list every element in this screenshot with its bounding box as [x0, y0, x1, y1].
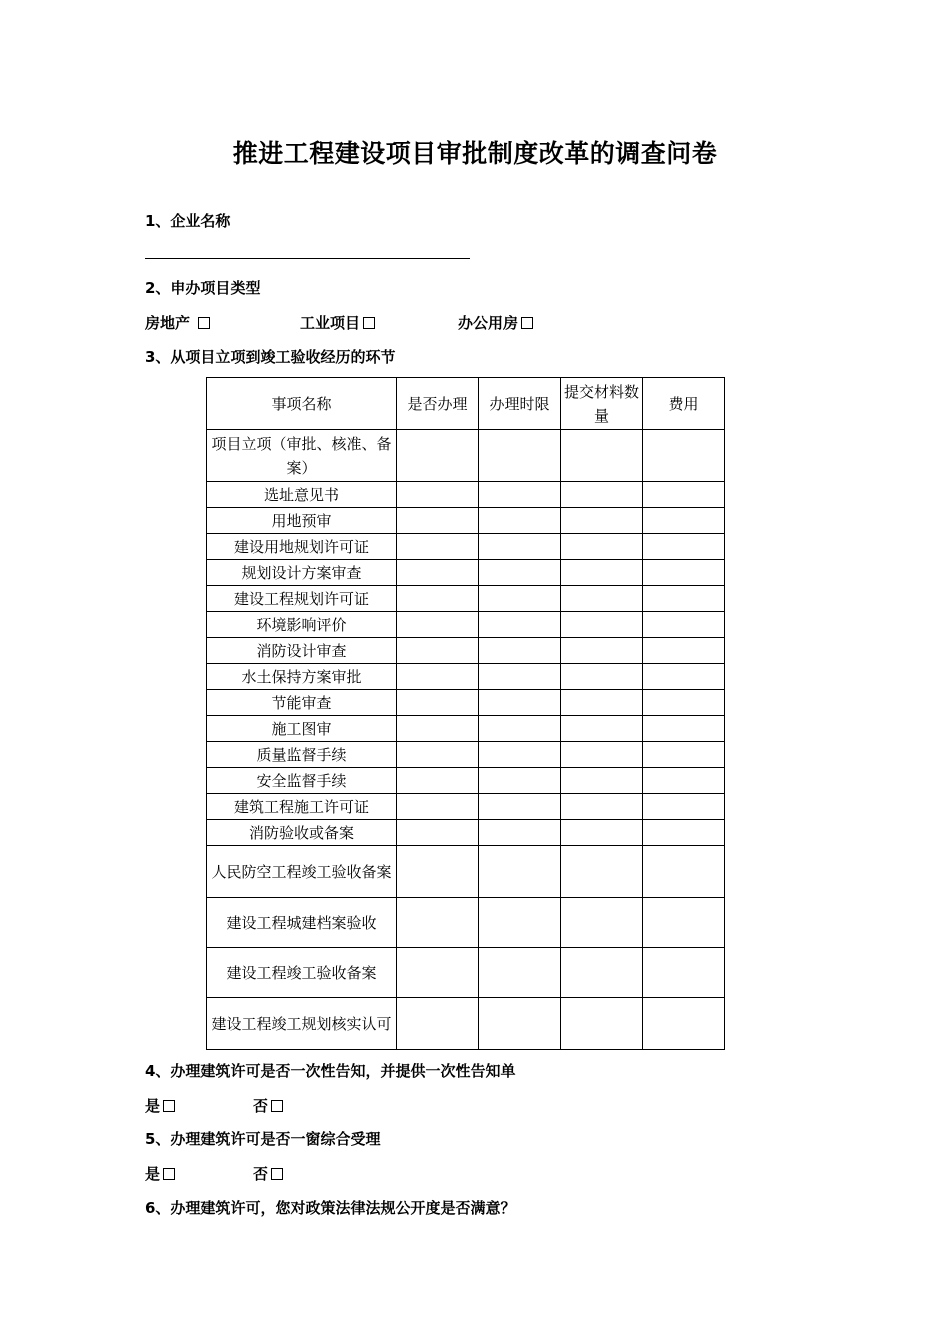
- handled-cell[interactable]: [397, 534, 479, 560]
- time-limit-cell[interactable]: [479, 508, 561, 534]
- time-limit-cell[interactable]: [479, 820, 561, 846]
- item-name-cell: 安全监督手续: [207, 768, 397, 794]
- fee-cell[interactable]: [643, 820, 725, 846]
- materials-count-cell[interactable]: [561, 742, 643, 768]
- fee-cell[interactable]: [643, 716, 725, 742]
- q6-label: 6、办理建筑许可，您对政策法律法规公开度是否满意？: [145, 1199, 516, 1217]
- item-name-cell: 建筑工程施工许可证: [207, 794, 397, 820]
- q1-label: 1、企业名称: [145, 212, 231, 230]
- materials-count-cell[interactable]: [561, 482, 643, 508]
- table-header-row: [207, 378, 725, 430]
- option-office[interactable]: [458, 312, 533, 333]
- option-label: 否: [253, 1097, 269, 1115]
- fee-cell[interactable]: [643, 664, 725, 690]
- table-row: [207, 664, 725, 690]
- time-limit-cell[interactable]: [479, 794, 561, 820]
- fee-cell[interactable]: [643, 508, 725, 534]
- option-label: 是: [145, 1097, 161, 1115]
- header-cell: 办理时限: [479, 378, 561, 430]
- fee-cell[interactable]: [643, 482, 725, 508]
- item-name-cell: 建设工程规划许可证: [207, 586, 397, 612]
- table-row: [207, 508, 725, 534]
- handled-cell[interactable]: [397, 948, 479, 998]
- fee-cell[interactable]: [643, 560, 725, 586]
- table-row: [207, 690, 725, 716]
- time-limit-cell[interactable]: [479, 948, 561, 998]
- fee-cell[interactable]: [643, 998, 725, 1050]
- time-limit-cell[interactable]: [479, 716, 561, 742]
- table-row: [207, 612, 725, 638]
- time-limit-cell[interactable]: [479, 586, 561, 612]
- materials-count-cell[interactable]: [561, 794, 643, 820]
- table-row: [207, 560, 725, 586]
- item-name-cell: 施工图审: [207, 716, 397, 742]
- checkbox-icon[interactable]: [198, 317, 210, 329]
- table-row: [207, 742, 725, 768]
- materials-count-cell[interactable]: [561, 560, 643, 586]
- materials-count-cell[interactable]: [561, 534, 643, 560]
- time-limit-cell[interactable]: [479, 664, 561, 690]
- table-row: [207, 482, 725, 508]
- q4-option-no[interactable]: [253, 1095, 283, 1116]
- checkbox-icon[interactable]: [271, 1168, 283, 1180]
- item-name-cell: 节能审查: [207, 690, 397, 716]
- handled-cell[interactable]: [397, 820, 479, 846]
- fee-cell[interactable]: [643, 742, 725, 768]
- time-limit-cell[interactable]: [479, 534, 561, 560]
- item-name-cell: 用地预审: [207, 508, 397, 534]
- q5-option-no[interactable]: [253, 1163, 283, 1184]
- materials-count-cell[interactable]: [561, 664, 643, 690]
- procedure-table: [206, 377, 725, 1050]
- handled-cell[interactable]: [397, 508, 479, 534]
- materials-count-cell[interactable]: [561, 846, 643, 898]
- table-row: [207, 768, 725, 794]
- fee-cell[interactable]: [643, 768, 725, 794]
- fee-cell[interactable]: [643, 586, 725, 612]
- time-limit-cell[interactable]: [479, 560, 561, 586]
- time-limit-cell[interactable]: [479, 768, 561, 794]
- time-limit-cell[interactable]: [479, 612, 561, 638]
- handled-cell[interactable]: [397, 586, 479, 612]
- fee-cell[interactable]: [643, 612, 725, 638]
- q4-option-yes[interactable]: [145, 1095, 175, 1116]
- fee-cell[interactable]: [643, 690, 725, 716]
- fee-cell[interactable]: [643, 430, 725, 482]
- materials-count-cell[interactable]: [561, 768, 643, 794]
- item-name-cell: 质量监督手续: [207, 742, 397, 768]
- handled-cell[interactable]: [397, 638, 479, 664]
- materials-count-cell[interactable]: [561, 638, 643, 664]
- item-name-cell: 规划设计方案审查: [207, 560, 397, 586]
- table-row: [207, 820, 725, 846]
- item-name-cell: 环境影响评价: [207, 612, 397, 638]
- handled-cell[interactable]: [397, 716, 479, 742]
- option-label: 是: [145, 1165, 161, 1183]
- item-name-cell: 建设工程城建档案验收: [207, 898, 397, 948]
- handled-cell[interactable]: [397, 612, 479, 638]
- handled-cell[interactable]: [397, 560, 479, 586]
- handled-cell[interactable]: [397, 664, 479, 690]
- table-row: [207, 898, 725, 948]
- fee-cell[interactable]: [643, 898, 725, 948]
- materials-count-cell[interactable]: [561, 716, 643, 742]
- time-limit-cell[interactable]: [479, 430, 561, 482]
- fee-cell[interactable]: [643, 846, 725, 898]
- handled-cell[interactable]: [397, 430, 479, 482]
- item-name-cell: 水土保持方案审批: [207, 664, 397, 690]
- checkbox-icon[interactable]: [163, 1100, 175, 1112]
- materials-count-cell[interactable]: [561, 508, 643, 534]
- q4-label: 4、办理建筑许可是否一次性告知，并提供一次性告知单: [145, 1062, 516, 1080]
- materials-count-cell[interactable]: [561, 612, 643, 638]
- company-name-line[interactable]: [145, 258, 470, 259]
- handled-cell[interactable]: [397, 690, 479, 716]
- q3-label: 3、从项目立项到竣工验收经历的环节: [145, 348, 396, 366]
- header-cell: 费用: [643, 378, 725, 430]
- q2-label: 2、申办项目类型: [145, 279, 261, 297]
- materials-count-cell[interactable]: [561, 998, 643, 1050]
- item-name-cell: 消防验收或备案: [207, 820, 397, 846]
- table-row: [207, 794, 725, 820]
- checkbox-icon[interactable]: [521, 317, 533, 329]
- time-limit-cell[interactable]: [479, 846, 561, 898]
- option-industrial[interactable]: [300, 312, 375, 333]
- materials-count-cell[interactable]: [561, 430, 643, 482]
- materials-count-cell[interactable]: [561, 948, 643, 998]
- option-real-estate[interactable]: [145, 312, 210, 333]
- option-label: 否: [253, 1165, 269, 1183]
- header-cell: 是否办理: [397, 378, 479, 430]
- materials-count-cell[interactable]: [561, 690, 643, 716]
- table-row: [207, 948, 725, 998]
- table-row: [207, 534, 725, 560]
- materials-count-cell[interactable]: [561, 586, 643, 612]
- item-name-cell: 项目立项（审批、核准、备案）: [207, 430, 397, 482]
- handled-cell[interactable]: [397, 846, 479, 898]
- document-title: 推进工程建设项目审批制度改革的调查问卷: [232, 139, 718, 168]
- time-limit-cell[interactable]: [479, 638, 561, 664]
- item-name-cell: 选址意见书: [207, 482, 397, 508]
- table-row: [207, 430, 725, 482]
- handled-cell[interactable]: [397, 998, 479, 1050]
- table-row: [207, 716, 725, 742]
- checkbox-icon[interactable]: [163, 1168, 175, 1180]
- handled-cell[interactable]: [397, 794, 479, 820]
- option-label: 办公用房: [458, 314, 519, 332]
- item-name-cell: 人民防空工程竣工验收备案: [207, 846, 397, 898]
- table-row: [207, 998, 725, 1050]
- q5-option-yes[interactable]: [145, 1163, 175, 1184]
- item-name-cell: 建设用地规划许可证: [207, 534, 397, 560]
- handled-cell[interactable]: [397, 742, 479, 768]
- header-cell: 事项名称: [207, 378, 397, 430]
- item-name-cell: 建设工程竣工规划核实认可: [207, 998, 397, 1050]
- checkbox-icon[interactable]: [271, 1100, 283, 1112]
- handled-cell[interactable]: [397, 482, 479, 508]
- time-limit-cell[interactable]: [479, 898, 561, 948]
- table-row: [207, 638, 725, 664]
- header-cell: 提交材料数量: [561, 378, 643, 430]
- table-row: [207, 586, 725, 612]
- time-limit-cell[interactable]: [479, 690, 561, 716]
- time-limit-cell[interactable]: [479, 482, 561, 508]
- item-name-cell: 消防设计审查: [207, 638, 397, 664]
- item-name-cell: 建设工程竣工验收备案: [207, 948, 397, 998]
- materials-count-cell[interactable]: [561, 820, 643, 846]
- handled-cell[interactable]: [397, 768, 479, 794]
- time-limit-cell[interactable]: [479, 998, 561, 1050]
- materials-count-cell[interactable]: [561, 898, 643, 948]
- fee-cell[interactable]: [643, 534, 725, 560]
- option-label: 房地产: [145, 314, 191, 332]
- handled-cell[interactable]: [397, 898, 479, 948]
- table-row: [207, 846, 725, 898]
- time-limit-cell[interactable]: [479, 742, 561, 768]
- q5-label: 5、办理建筑许可是否一窗综合受理: [145, 1130, 381, 1148]
- fee-cell[interactable]: [643, 948, 725, 998]
- option-label: 工业项目: [300, 314, 361, 332]
- fee-cell[interactable]: [643, 794, 725, 820]
- fee-cell[interactable]: [643, 638, 725, 664]
- checkbox-icon[interactable]: [363, 317, 375, 329]
